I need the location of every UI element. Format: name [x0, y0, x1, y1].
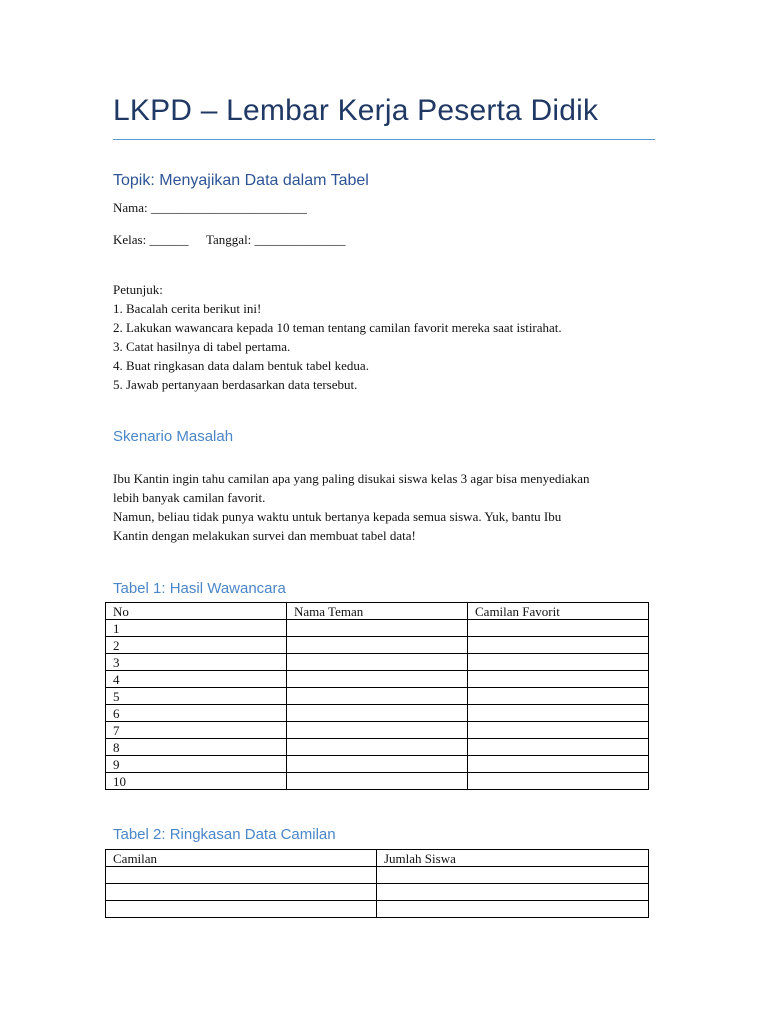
table-cell — [106, 884, 377, 901]
table-cell — [106, 867, 377, 884]
table-row — [106, 688, 649, 705]
name-field: Nama: ________________________ — [113, 200, 307, 215]
table-cell — [287, 722, 468, 739]
table-row — [106, 620, 649, 637]
date-field: Tanggal: ______________ — [206, 232, 346, 247]
table-cell — [377, 901, 649, 918]
table-cell — [287, 654, 468, 671]
table-row — [106, 884, 649, 901]
instruction-item: 4. Buat ringkasan data dalam bentuk tabel kedua. — [113, 358, 369, 373]
table-cell: 2 — [106, 637, 287, 654]
table-cell: 5 — [106, 688, 287, 705]
table-cell — [287, 620, 468, 637]
table-cell — [468, 688, 649, 705]
table-cell — [468, 722, 649, 739]
table-cell — [468, 705, 649, 722]
instruction-item: 2. Lakukan wawancara kepada 10 teman tentang camilan favorit mereka saat istirahat. — [113, 320, 562, 335]
table-cell — [468, 773, 649, 790]
table-row — [106, 867, 649, 884]
table-cell: 9 — [106, 756, 287, 773]
table-cell — [287, 756, 468, 773]
table-cell: 8 — [106, 739, 287, 756]
table-cell — [287, 637, 468, 654]
header-cell-camilan-favorit: Camilan Favorit — [468, 603, 649, 620]
scenario-line: lebih banyak camilan favorit. — [113, 490, 266, 505]
instruction-item: 1. Bacalah cerita berikut ini! — [113, 301, 262, 316]
instructions-heading: Petunjuk: — [113, 282, 163, 297]
table-cell: 6 — [106, 705, 287, 722]
topic-heading: Topik: Menyajikan Data dalam Tabel — [113, 172, 369, 189]
table-header-row — [106, 850, 649, 867]
table-cell — [287, 671, 468, 688]
instruction-item: 3. Catat hasilnya di tabel pertama. — [113, 339, 291, 354]
table1-heading: Tabel 1: Hasil Wawancara — [113, 580, 286, 597]
table-cell — [468, 756, 649, 773]
table-cell — [468, 637, 649, 654]
table-row — [106, 705, 649, 722]
scenario-line: Kantin dengan melakukan survei dan membuat tabel data! — [113, 528, 416, 543]
header-cell-no: No — [106, 603, 287, 620]
table-cell — [287, 739, 468, 756]
table-row — [106, 671, 649, 688]
scenario-line: Namun, beliau tidak punya waktu untuk bertanya kepada semua siswa. Yuk, bantu Ibu — [113, 509, 562, 524]
table-row — [106, 637, 649, 654]
interview-results-table — [105, 602, 649, 790]
table-cell — [287, 773, 468, 790]
table2-heading: Tabel 2: Ringkasan Data Camilan — [113, 826, 336, 843]
snack-summary-table — [105, 849, 649, 918]
table-cell — [106, 901, 377, 918]
table-cell: 7 — [106, 722, 287, 739]
document-title: LKPD – Lembar Kerja Peserta Didik — [113, 94, 599, 127]
table-cell — [377, 867, 649, 884]
table-cell — [468, 654, 649, 671]
table-cell — [468, 620, 649, 637]
table-row — [106, 739, 649, 756]
table-row — [106, 722, 649, 739]
table-cell — [468, 739, 649, 756]
title-underline — [113, 139, 655, 140]
table-header-row — [106, 603, 649, 620]
header-cell-jumlah-siswa: Jumlah Siswa — [377, 850, 649, 867]
table-cell: 1 — [106, 620, 287, 637]
scenario-heading: Skenario Masalah — [113, 428, 234, 445]
header-cell-nama-teman: Nama Teman — [287, 603, 468, 620]
table-row — [106, 654, 649, 671]
table-row — [106, 756, 649, 773]
table-cell — [287, 705, 468, 722]
table-cell: 10 — [106, 773, 287, 790]
table-cell: 3 — [106, 654, 287, 671]
table-row — [106, 901, 649, 918]
scenario-line: Ibu Kantin ingin tahu camilan apa yang paling disukai siswa kelas 3 agar bisa menyediakan — [113, 471, 590, 486]
header-cell-camilan: Camilan — [106, 850, 377, 867]
class-field: Kelas: ______ — [113, 232, 189, 247]
table-row — [106, 773, 649, 790]
table-cell: 4 — [106, 671, 287, 688]
table-cell — [377, 884, 649, 901]
table-cell — [287, 688, 468, 705]
instruction-item: 5. Jawab pertanyaan berdasarkan data tersebut. — [113, 377, 358, 392]
table-cell — [468, 671, 649, 688]
